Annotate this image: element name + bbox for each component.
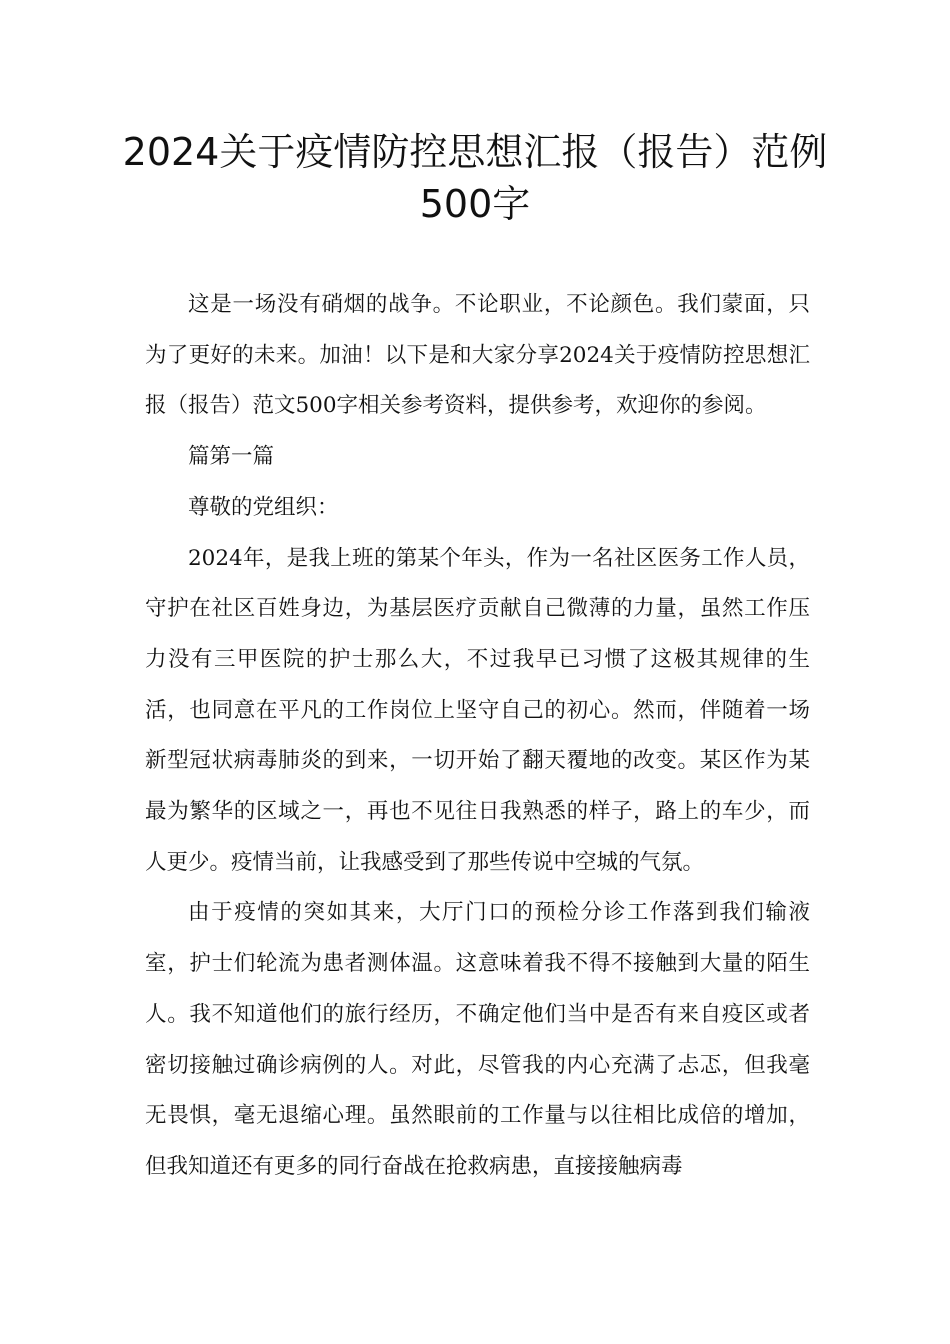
salutation: 尊敬的党组织： bbox=[188, 494, 339, 520]
document-body bbox=[145, 280, 810, 1193]
section-heading: 篇第一篇 bbox=[188, 444, 275, 470]
body-paragraph-1: 2024年，是我上班的第某个年头，作为一名社区医务工作人员，守护在社区百姓身边，为基层医疗贡献自己微薄的力量，虽然工作压力没有三甲医院的护士那么大，不过我早已习惯了这极其规律的生活，也同意在平凡的工作岗位上坚守自己的初心。然而，伴随着一场新型冠状病毒肺炎的到来，一切开始了翻天覆地的改变。某区作为某最为繁华的区域之一，再也不见往日我熟悉的样子，路上的车少，而人更少。疫情当前，让我感受到了那些传说中空城的气氛。 bbox=[145, 545, 810, 875]
body-paragraph-2: 由于疫情的突如其来，大厅门口的预检分诊工作落到我们输液室，护士们轮流为患者测体温。这意味着我不得不接触到大量的陌生人。我不知道他们的旅行经历，不确定他们当中是否有来自疫区或者密切接触过确诊病例的人。对此，尽管我的内心充满了忐忑，但我毫无畏惧，毫无退缩心理。虽然眼前的工作量与以往相比成倍的增加，但我知道还有更多的同行奋战在抢救病患，直接接触病毒 bbox=[145, 900, 810, 1179]
intro-paragraph: 这是一场没有硝烟的战争。不论职业，不论颜色。我们蒙面，只为了更好的未来。加油！以下是和大家分享2024关于疫情防控思想汇报（报告）范文500字相关参考资料，提供参考，欢迎你的参阅。 bbox=[145, 292, 810, 419]
document-title: 2024关于疫情防控思想汇报（报告）范例500字 bbox=[122, 130, 828, 226]
